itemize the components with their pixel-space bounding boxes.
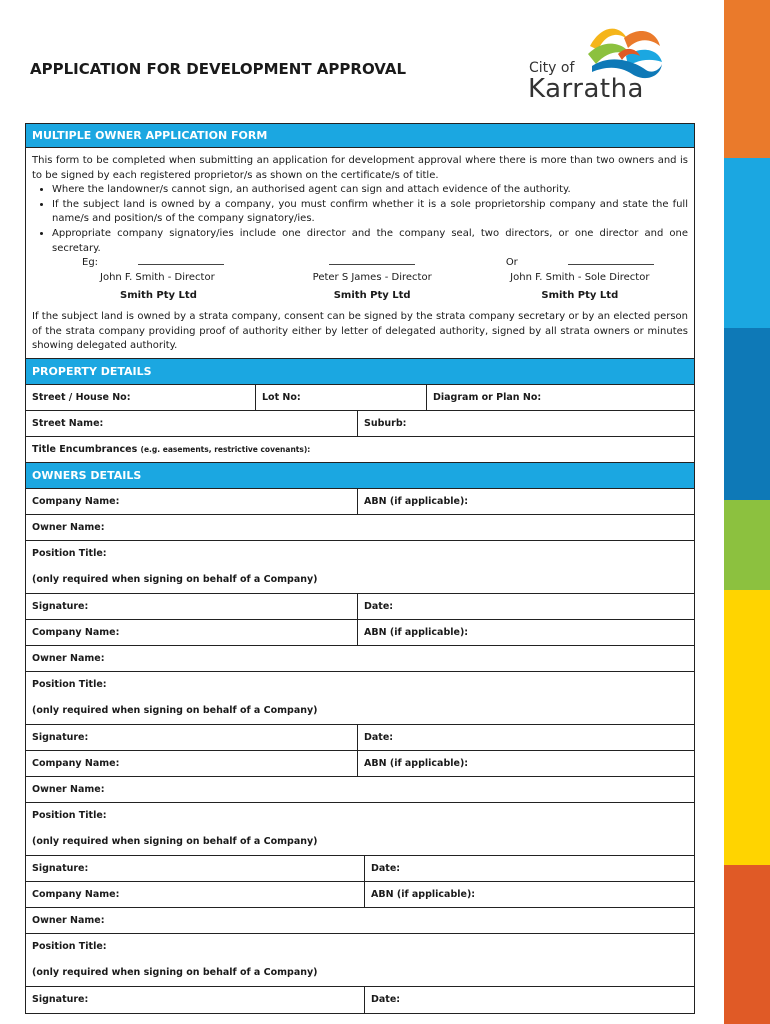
- bullet-authorised-agent: • Where the landowner/s cannot sign, an authorised agent can sign and attach evidence of the authority.: [52, 183, 688, 198]
- owner-2-signature-field[interactable]: Signature:: [32, 731, 89, 743]
- owner-1-position-row: [26, 541, 694, 594]
- owner-1-company-row: [26, 489, 694, 515]
- diagram-plan-no-field[interactable]: Diagram or Plan No:: [426, 385, 694, 410]
- owner-1-signature-field[interactable]: Signature:: [32, 600, 89, 612]
- example-or-label: Or: [505, 257, 518, 269]
- owner-1-company-name-field[interactable]: Company Name:: [32, 495, 120, 507]
- strata-note: If the subject land is owned by a strata company, consent can be signed by the strata company secretary or by an elected person of the strata company providing proof of authority either by letter of delegated authority, signed by all strata owners or minutes showing delegated authority.: [32, 310, 688, 352]
- property-row-1: [26, 385, 694, 411]
- stripe-dark-blue: [724, 328, 770, 500]
- intro-paragraph: This form to be completed when submitting an application for development approval where there is more than two owners and is to be signed by each registered proprietor/s as shown on the certificate/s of title.: [32, 155, 688, 181]
- owner-4-abn-field[interactable]: ABN (if applicable):: [364, 882, 694, 907]
- page-title: APPLICATION FOR DEVELOPMENT APPROVAL: [30, 60, 407, 78]
- position-title-label: Position Title:: [32, 548, 107, 560]
- street-house-no-field[interactable]: Street / House No:: [32, 391, 131, 403]
- owner-3-signature-row: [26, 856, 694, 882]
- street-name-field[interactable]: Street Name:: [32, 417, 104, 429]
- owner-4-signature-row: [26, 987, 694, 1013]
- intro-bullets: [32, 183, 688, 256]
- owner-4-position-row: [26, 934, 694, 987]
- example-1: [82, 256, 279, 304]
- bullet-company-owner: • If the subject land is owned by a company, you must confirm whether it is a sole proprietorship company and state the full name/s and position/s of the company signatory/ies.: [52, 198, 688, 227]
- owner-3-position-title-field[interactable]: [26, 803, 694, 855]
- example-2: [279, 256, 466, 304]
- owner-2-abn-field[interactable]: ABN (if applicable):: [357, 620, 694, 645]
- owner-3-abn-field[interactable]: ABN (if applicable):: [357, 751, 694, 776]
- owner-1-date-field[interactable]: Date:: [357, 594, 694, 619]
- stripe-light-blue: [724, 158, 770, 328]
- owner-4-company-name-field[interactable]: Company Name:: [32, 888, 120, 900]
- title-encumbrances-hint: (e.g. easements, restrictive covenants):: [140, 444, 311, 454]
- title-encumbrances-label: Title Encumbrances: [32, 443, 138, 455]
- owner-4-owner-name-field[interactable]: Owner Name:: [32, 914, 105, 926]
- position-title-note: (only required when signing on behalf of a Company): [32, 836, 318, 848]
- multiple-owner-form: [25, 123, 695, 1014]
- owner-3-owner-name-field[interactable]: Owner Name:: [32, 783, 105, 795]
- owner-1-position-title-field[interactable]: [26, 541, 694, 593]
- owner-1-abn-field[interactable]: ABN (if applicable):: [357, 489, 694, 514]
- example-3-company: Smith Pty Ltd: [541, 290, 619, 302]
- owner-4-name-row: [26, 908, 694, 934]
- owner-2-company-row: [26, 620, 694, 646]
- owner-3-company-name-field[interactable]: Company Name:: [32, 757, 120, 769]
- example-3-name: John F. Smith - Sole Director: [510, 271, 650, 283]
- logo-city-of: City of: [529, 60, 575, 76]
- owner-4-position-title-field[interactable]: [26, 934, 694, 986]
- stripe-red-orange: [724, 865, 770, 1024]
- owner-4-date-field[interactable]: Date:: [364, 987, 694, 1013]
- example-2-name: Peter S James - Director: [312, 271, 432, 283]
- owner-1-signature-row: [26, 594, 694, 620]
- intro-text: [26, 148, 694, 359]
- owner-4-company-row: [26, 882, 694, 908]
- owner-1-owner-name-field[interactable]: Owner Name:: [32, 521, 105, 533]
- owner-2-position-row: [26, 672, 694, 725]
- position-title-label: Position Title:: [32, 810, 107, 822]
- owner-2-date-field[interactable]: Date:: [357, 725, 694, 750]
- position-title-label: Position Title:: [32, 679, 107, 691]
- owner-3-company-row: [26, 751, 694, 777]
- position-title-note: (only required when signing on behalf of a Company): [32, 574, 318, 586]
- section-header-property: PROPERTY DETAILS: [26, 359, 694, 385]
- title-encumbrances-field[interactable]: [26, 437, 694, 462]
- position-title-label: Position Title:: [32, 941, 107, 953]
- owner-2-signature-row: [26, 725, 694, 751]
- logo-karratha: Karratha: [528, 74, 644, 104]
- stripe-orange: [724, 0, 770, 158]
- position-title-note: (only required when signing on behalf of a Company): [32, 967, 318, 979]
- property-row-2: [26, 411, 694, 437]
- section-header-multiple-owner: MULTIPLE OWNER APPLICATION FORM: [26, 124, 694, 148]
- suburb-field[interactable]: Suburb:: [357, 411, 694, 436]
- bullet-signatories: • Appropriate company signatory/ies include one director and the company seal, two directors, or one director and one secretary.: [52, 227, 688, 256]
- owner-3-signature-field[interactable]: Signature:: [32, 862, 89, 874]
- example-1-name: John F. Smith - Director: [100, 271, 215, 283]
- stripe-yellow: [724, 590, 770, 865]
- owner-2-name-row: [26, 646, 694, 672]
- owner-4-signature-field[interactable]: Signature:: [32, 994, 89, 1006]
- owner-2-position-title-field[interactable]: [26, 672, 694, 724]
- signatory-examples: [32, 256, 688, 304]
- stripe-green: [724, 500, 770, 590]
- example-3: [472, 256, 688, 304]
- example-1-company: Smith Pty Ltd: [120, 290, 197, 302]
- owner-3-name-row: [26, 777, 694, 803]
- example-eg-label: Eg:: [82, 257, 99, 269]
- owner-3-position-row: [26, 803, 694, 856]
- owner-3-date-field[interactable]: Date:: [364, 856, 694, 881]
- property-row-3: [26, 437, 694, 463]
- owner-1-name-row: [26, 515, 694, 541]
- section-header-owners: OWNERS DETAILS: [26, 463, 694, 489]
- owner-2-company-name-field[interactable]: Company Name:: [32, 626, 120, 638]
- owner-2-owner-name-field[interactable]: Owner Name:: [32, 652, 105, 664]
- position-title-note: (only required when signing on behalf of a Company): [32, 705, 318, 717]
- example-2-company: Smith Pty Ltd: [333, 290, 411, 302]
- lot-no-field[interactable]: Lot No:: [255, 385, 426, 410]
